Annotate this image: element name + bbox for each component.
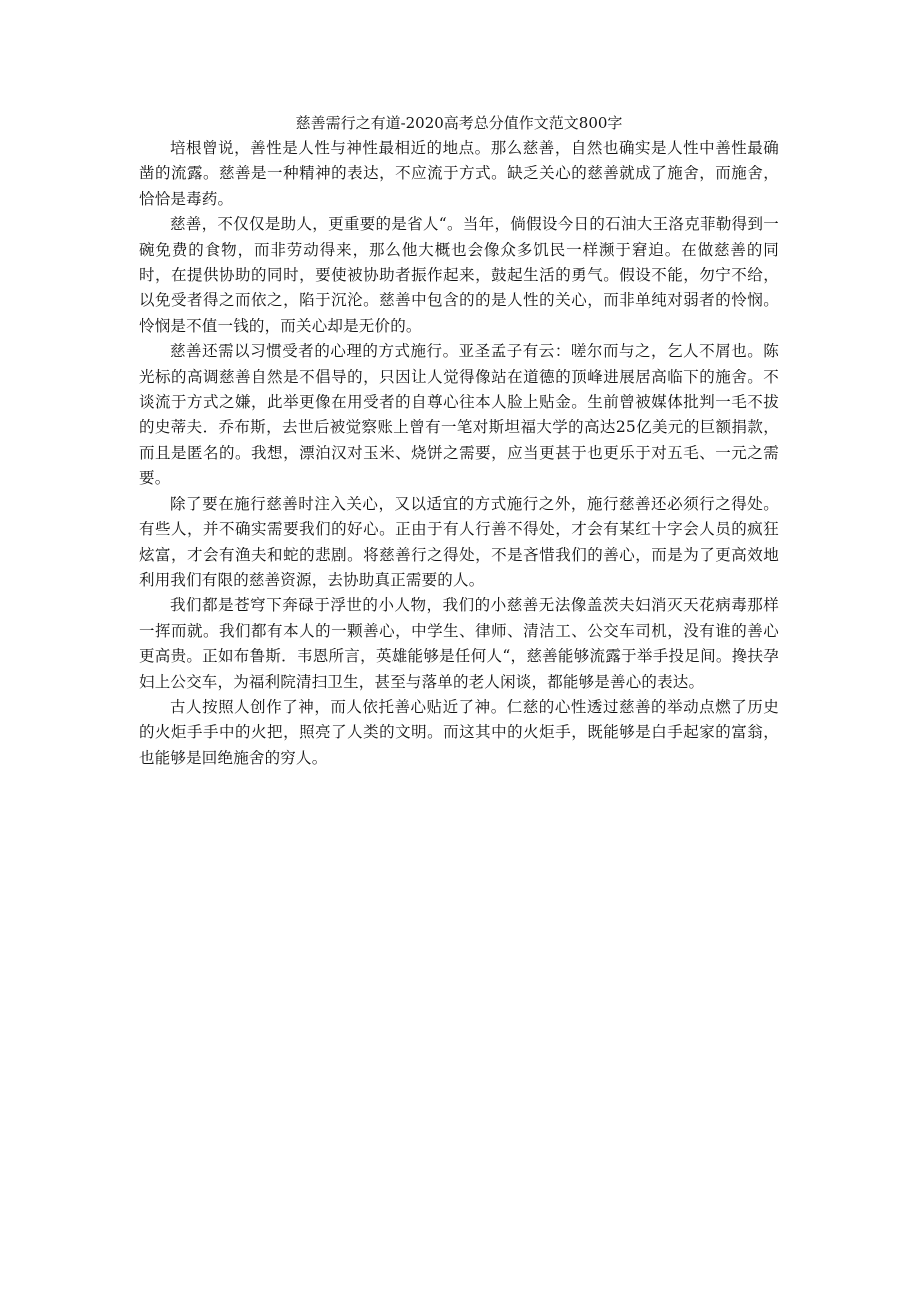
paragraph-1: 培根曾说，善性是人性与神性最相近的地点。那么慈善，自然也确实是人性中善性最确凿的流露。慈善是一种精神的表达，不应流于方式。缺乏关心的慈善就成了施舍，而施舍，恰恰是毒药。 — [139, 139, 779, 208]
document-title: 慈善需行之有道-2020高考总分值作文范文800字 — [295, 114, 623, 132]
document-body — [139, 110, 779, 771]
paragraph-5: 我们都是苍穹下奔碌于浮世的小人物，我们的小慈善无法像盖茨夫妇消灭天花病毒那样一挥而就。我们都有本人的一颗善心，中学生、律师、清洁工、公交车司机，没有谁的善心更高贵。正如布鲁斯．韦恩所言，英雄能够是任何人“，慈善能够流露于举手投足间。搀扶孕妇上公交车，为福利院清扫卫生，甚至与落单的老人闲谈，都能够是善心的表达。 — [139, 596, 779, 691]
paragraph-2: 慈善，不仅仅是助人，更重要的是省人“。当年，倘假设今日的石油大王洛克菲勒得到一碗免费的食物，而非劳动得来，那么他大概也会像众多饥民一样濒于窘迫。在做慈善的同时，在提供协助的同时，要使被协助者振作起来，鼓起生活的勇气。假设不能，勿宁不给，以免受者得之而依之，陷于沉沦。慈善中包含的的是人性的关心，而非单纯对弱者的怜悯。怜悯是不值一钱的，而关心却是无价的。 — [139, 215, 779, 335]
paragraph-6: 古人按照人创作了神，而人依托善心贴近了神。仁慈的心性透过慈善的举动点燃了历史的火炬手手中的火把，照亮了人类的文明。而这其中的火炬手，既能够是白手起家的富翁，也能够是回绝施舍的穷人。 — [139, 697, 779, 767]
paragraph-4: 除了要在施行慈善时注入关心，又以适宜的方式施行之外，施行慈善还必须行之得处。有些人，并不确实需要我们的好心。正由于有人行善不得处，才会有某红十字会人员的疯狂炫富，才会有渔夫和蛇的悲剧。将慈善行之得处，不是吝惜我们的善心，而是为了更高效地利用我们有限的慈善资源，去协助真正需要的人。 — [139, 494, 779, 589]
paragraph-3: 慈善还需以习惯受者的心理的方式施行。亚圣孟子有云：嗟尔而与之，乞人不屑也。陈光标的高调慈善自然是不倡导的，只因让人觉得像站在道德的顶峰进展居高临下的施舍。不谈流于方式之嫌，此举更像在用受者的自尊心往本人脸上贴金。生前曾被媒体批判一毛不拔的史蒂夫．乔布斯，去世后被觉察账上曾有一笔对斯坦福大学的高达25亿美元的巨额捐款，而且是匿名的。我想，漂泊汉对玉米、烧饼之需要，应当更甚于也更乐于对五毛、一元之需要。 — [139, 342, 779, 488]
